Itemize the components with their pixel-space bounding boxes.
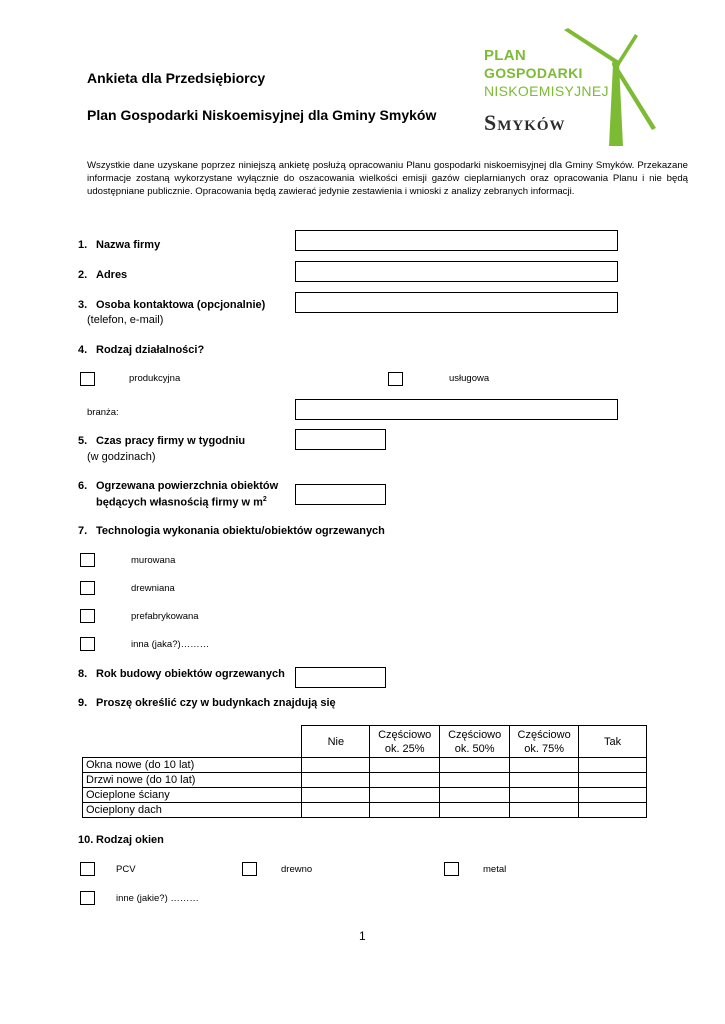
logo-line-niskoemisyjnej: NISKOEMISYJNEJ <box>484 83 609 99</box>
other-window-checkbox[interactable] <box>80 891 95 905</box>
prefabricated-option-label: prefabrykowana <box>131 611 199 622</box>
row-label: Ocieplone ściany <box>83 788 302 803</box>
table-cell[interactable] <box>302 803 370 818</box>
intro-paragraph: Wszystkie dane uzyskane poprzez niniejszą ankietę posłużą opracowaniu Planu gospodarki niskoemisyjnej dla Gminy Smyków. Przekazane informacje zostaną wykorzystane wyłącznie do oszacowania wielkości emisji gazów cieplarnianych oraz opracowania Planu i nie będą udostępniane publicznie. Opracowania będą zawierać jedynie zestawienia i wnioski z analizy zebranych informacji. <box>87 160 688 197</box>
table-cell[interactable] <box>440 803 510 818</box>
table-cell[interactable] <box>579 788 647 803</box>
service-option-label: usługowa <box>449 373 490 384</box>
q2-label: 2. Adres <box>78 269 128 281</box>
other-technology-option-label: inna (jaka?)……… <box>131 639 210 650</box>
production-checkbox[interactable] <box>80 372 95 386</box>
logo-line-plan: PLAN <box>484 47 527 64</box>
other-technology-checkbox[interactable] <box>80 637 95 651</box>
wooden-option-label: drewniana <box>131 583 175 594</box>
wooden-checkbox[interactable] <box>80 581 95 595</box>
service-checkbox[interactable] <box>388 372 403 386</box>
table-cell[interactable] <box>510 803 579 818</box>
plan-logo <box>480 28 660 150</box>
table-cell[interactable] <box>510 773 579 788</box>
production-option-label: produkcyjna <box>129 373 181 384</box>
table-cell[interactable] <box>302 788 370 803</box>
table-cell[interactable] <box>510 788 579 803</box>
form-subtitle: Plan Gospodarki Niskoemisyjnej dla Gminy Smyków <box>87 107 437 123</box>
q4-label: 4. Rodzaj działalności? <box>78 344 205 356</box>
masonry-option-label: murowana <box>131 555 176 566</box>
q9-label: 9. Proszę określić czy w budynkach znajdują się <box>78 697 336 709</box>
branch-field[interactable] <box>295 399 618 420</box>
table-cell[interactable] <box>302 773 370 788</box>
table-cell[interactable] <box>440 788 510 803</box>
pvc-option-label: PCV <box>116 864 136 875</box>
contact-person-field[interactable] <box>295 292 618 313</box>
table-cell[interactable] <box>440 773 510 788</box>
row-label: Ocieplony dach <box>83 803 302 818</box>
metal-checkbox[interactable] <box>444 862 459 876</box>
table-cell[interactable] <box>440 758 510 773</box>
table-corner-cell <box>83 726 302 758</box>
pvc-checkbox[interactable] <box>80 862 95 876</box>
q7-label: 7. Technologia wykonania obiektu/obiektów ogrzewanych <box>78 525 385 537</box>
column-header-nie: Nie <box>302 726 370 758</box>
address-field[interactable] <box>295 261 618 282</box>
q1-label: 1. Nazwa firmy <box>78 239 161 251</box>
table-cell[interactable] <box>510 758 579 773</box>
table-cell[interactable] <box>579 803 647 818</box>
wood-checkbox[interactable] <box>242 862 257 876</box>
table-cell[interactable] <box>579 758 647 773</box>
q6-label-line2: będących własnością firmy w $m^2$ <box>96 496 267 509</box>
table-cell[interactable] <box>370 758 440 773</box>
wood-option-label: drewno <box>281 864 313 875</box>
table-cell[interactable] <box>302 758 370 773</box>
form-title: Ankieta dla Przedsiębiorcy <box>87 70 266 86</box>
row-label: Drzwi nowe (do 10 lat) <box>83 773 302 788</box>
page-number: 1 <box>359 929 366 943</box>
table-header-row <box>83 726 647 758</box>
q3-label: 3. Osoba kontaktowa (opcjonalnie) <box>78 299 266 311</box>
row-label: Okna nowe (do 10 lat) <box>83 758 302 773</box>
construction-year-field[interactable] <box>295 667 386 688</box>
table-row <box>83 758 647 773</box>
q5-label: 5. Czas pracy firmy w tygodniu <box>78 435 246 447</box>
table-cell[interactable] <box>370 788 440 803</box>
q3-sublabel: (telefon, e-mail) <box>87 314 164 326</box>
q8-label: 8. Rok budowy obiektów ogrzewanych <box>78 668 285 680</box>
other-window-option-label: inne (jakie?) ……… <box>116 893 199 904</box>
company-name-field[interactable] <box>295 230 618 251</box>
q10-label: 10. Rodzaj okien <box>78 834 164 846</box>
prefabricated-checkbox[interactable] <box>80 609 95 623</box>
heated-area-field[interactable] <box>295 484 386 505</box>
logo-line-gospodarki: GOSPODARKI <box>484 65 583 81</box>
working-hours-field[interactable] <box>295 429 386 450</box>
logo-line-smykow: Smyków <box>484 110 566 135</box>
column-header-25: Częściowo ok. 25% <box>370 726 440 758</box>
column-header-tak: Tak <box>579 726 647 758</box>
table-cell[interactable] <box>370 803 440 818</box>
branch-label: branża: <box>87 407 119 418</box>
column-header-50: Częściowo ok. 50% <box>440 726 510 758</box>
building-features-table <box>82 725 647 818</box>
table-cell[interactable] <box>370 773 440 788</box>
table-cell[interactable] <box>579 773 647 788</box>
table-row <box>83 788 647 803</box>
q6-label: 6. Ogrzewana powierzchnia obiektów <box>78 480 279 492</box>
table-row <box>83 773 647 788</box>
q5-sublabel: (w godzinach) <box>87 451 156 463</box>
masonry-checkbox[interactable] <box>80 553 95 567</box>
table-row <box>83 803 647 818</box>
metal-option-label: metal <box>483 864 507 875</box>
column-header-75: Częściowo ok. 75% <box>510 726 579 758</box>
